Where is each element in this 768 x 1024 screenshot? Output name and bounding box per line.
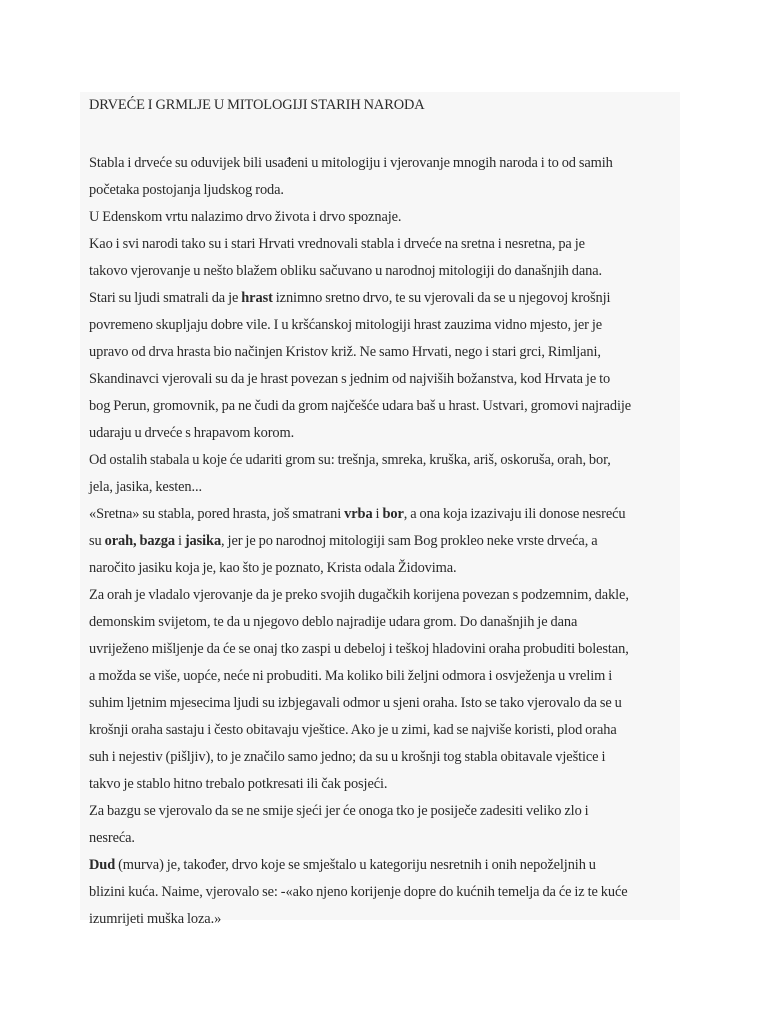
text-run: Stabla i drveće su oduvijek bili usađeni u mitologiju i vjerovanje mnogih naroda i to od samih: [89, 155, 613, 171]
text-run: takovo vjerovanje u nešto blažem obliku sačuvano u narodnoj mitologiji do današnjih dana.: [89, 263, 603, 279]
text-line: [89, 852, 671, 879]
text-line: [89, 474, 671, 501]
text-run: iznimno sretno drvo, te su vjerovali da se u njegovoj krošnji: [272, 290, 611, 306]
text-run: su: [89, 533, 105, 549]
text-run: naročito jasiku koja je, kao što je poznato, Krista odala Židovima.: [89, 560, 457, 576]
bold-term: hrast: [241, 290, 273, 306]
paragraph: [89, 231, 671, 285]
text-run: Stari su ljudi smatrali da je: [89, 290, 242, 306]
document-page: [80, 92, 680, 927]
text-run: Od ostalih stabala u koje će udariti grom su: trešnja, smreka, kruška, ariš, oskoruša, orah, bor,: [89, 452, 611, 468]
text-run: izumrijeti muška loza.»: [89, 911, 222, 927]
text-run: krošnji oraha sastaju i često obitavaju vještice. Ako je u zimi, kad se najviše koristi, plod oraha: [89, 722, 617, 738]
bold-term: bor: [382, 506, 404, 522]
text-run: Za orah je vladalo vjerovanje da je preko svojih dugačkih korijena povezan s podzemnim, dakle,: [89, 587, 629, 603]
text-line: [89, 204, 671, 231]
text-line: [89, 744, 671, 771]
text-line: [89, 879, 671, 906]
paragraph: [89, 150, 671, 204]
text-line: [89, 690, 671, 717]
text-run: U Edenskom vrtu nalazimo drvo života i drvo spoznaje.: [89, 209, 402, 225]
text-line: [89, 177, 671, 204]
text-line: [89, 312, 671, 339]
paragraph: [89, 285, 671, 447]
text-run: povremeno skupljaju dobre vile. I u kršćanskoj mitologiji hrast zauzima vidno mjesto, jer je: [89, 317, 603, 333]
text-line: [89, 636, 671, 663]
text-run: jela, jasika, kesten...: [89, 479, 202, 495]
text-line: [89, 393, 671, 420]
text-line: [89, 825, 671, 852]
text-run: a možda se više, uopće, neće ni probuditi. Ma koliko bili željni odmora i osvježenja u vrelim i: [89, 668, 613, 684]
text-line: [89, 339, 671, 366]
text-run: «Sretna» su stabla, pored hrasta, još smatrani: [89, 506, 345, 522]
text-run: početaka postojanja ljudskog roda.: [89, 182, 284, 198]
text-run: suhim ljetnim mjesecima ljudi su izbjegavali odmor u sjeni oraha. Isto se tako vjerovalo da se u: [89, 695, 622, 711]
text-run: blizini kuća. Naime, vjerovalo se: -«ako njeno korijenje dopre do kućnih temelja da će iz te kuće: [89, 884, 628, 900]
text-line: [89, 285, 671, 312]
text-run: udaraju u drveće s hrapavom korom.: [89, 425, 295, 441]
document-body: [89, 150, 671, 933]
text-run: , jer je po narodnoj mitologiji sam Bog prokleo neke vrste drveća, a: [221, 533, 598, 549]
text-line: [89, 717, 671, 744]
text-line: [89, 528, 671, 555]
text-run: Skandinavci vjerovali su da je hrast povezan s jednim od najviših božanstva, kod Hrvata je to: [89, 371, 611, 387]
text-run: uvriježeno mišljenje da će se onaj tko zaspi u debeloj i teškoj hladovini oraha probuditi bolestan,: [89, 641, 629, 657]
document-title: DRVEĆE I GRMLJE U MITOLOGIJI STARIH NARODA: [89, 97, 425, 113]
text-line: [89, 906, 671, 933]
text-run: i: [372, 506, 383, 522]
paragraph: [89, 582, 671, 798]
paragraph: [89, 447, 671, 501]
text-line: [89, 150, 671, 177]
text-run: suh i nejestiv (pišljiv), to je značilo samo jedno; da su u krošnji tog stabla obitavale vještice i: [89, 749, 606, 765]
text-line: [89, 798, 671, 825]
text-run: Za bazgu se vjerovalo da se ne smije sjeći jer će onoga tko je posiječe zadesiti veliko zlo i: [89, 803, 589, 819]
text-line: [89, 258, 671, 285]
text-line: [89, 231, 671, 258]
text-line: [89, 555, 671, 582]
text-line: [89, 609, 671, 636]
text-run: Kao i svi narodi tako su i stari Hrvati vrednovali stabla i drveće na sretna i nesretna, pa je: [89, 236, 585, 252]
bold-term: Dud: [89, 857, 116, 873]
text-run: upravo od drva hrasta bio načinjen Kristov križ. Ne samo Hrvati, nego i stari grci, Rimljani,: [89, 344, 601, 360]
bold-term: orah, bazga: [104, 533, 175, 549]
text-line: [89, 447, 671, 474]
text-run: bog Perun, gromovnik, pa ne čudi da grom najčešće udara baš u hrast. Ustvari, gromovi najradije: [89, 398, 632, 414]
paragraph: [89, 798, 671, 852]
text-run: demonskim svijetom, te da u njegovo deblo najradije udara grom. Do današnjih je dana: [89, 614, 578, 630]
bold-term: vrba: [344, 506, 373, 522]
paragraph: [89, 852, 671, 933]
text-line: [89, 501, 671, 528]
text-line: [89, 663, 671, 690]
text-line: [89, 366, 671, 393]
text-run: takvo je stablo hitno trebalo potkresati ili čak posjeći.: [89, 776, 388, 792]
paragraph: [89, 204, 671, 231]
title-spacer: [89, 115, 671, 150]
text-run: , a ona koja izazivaju ili donose nesreću: [403, 506, 626, 522]
bold-term: jasika: [184, 533, 222, 549]
text-line: [89, 420, 671, 447]
text-line: [89, 771, 671, 798]
paragraph: [89, 501, 671, 582]
text-run: i: [174, 533, 185, 549]
text-line: [89, 582, 671, 609]
text-run: (murva) je, također, drvo koje se smještalo u kategoriju nesretnih i onih nepoželjnih u: [115, 857, 596, 873]
text-run: nesreća.: [89, 830, 135, 846]
